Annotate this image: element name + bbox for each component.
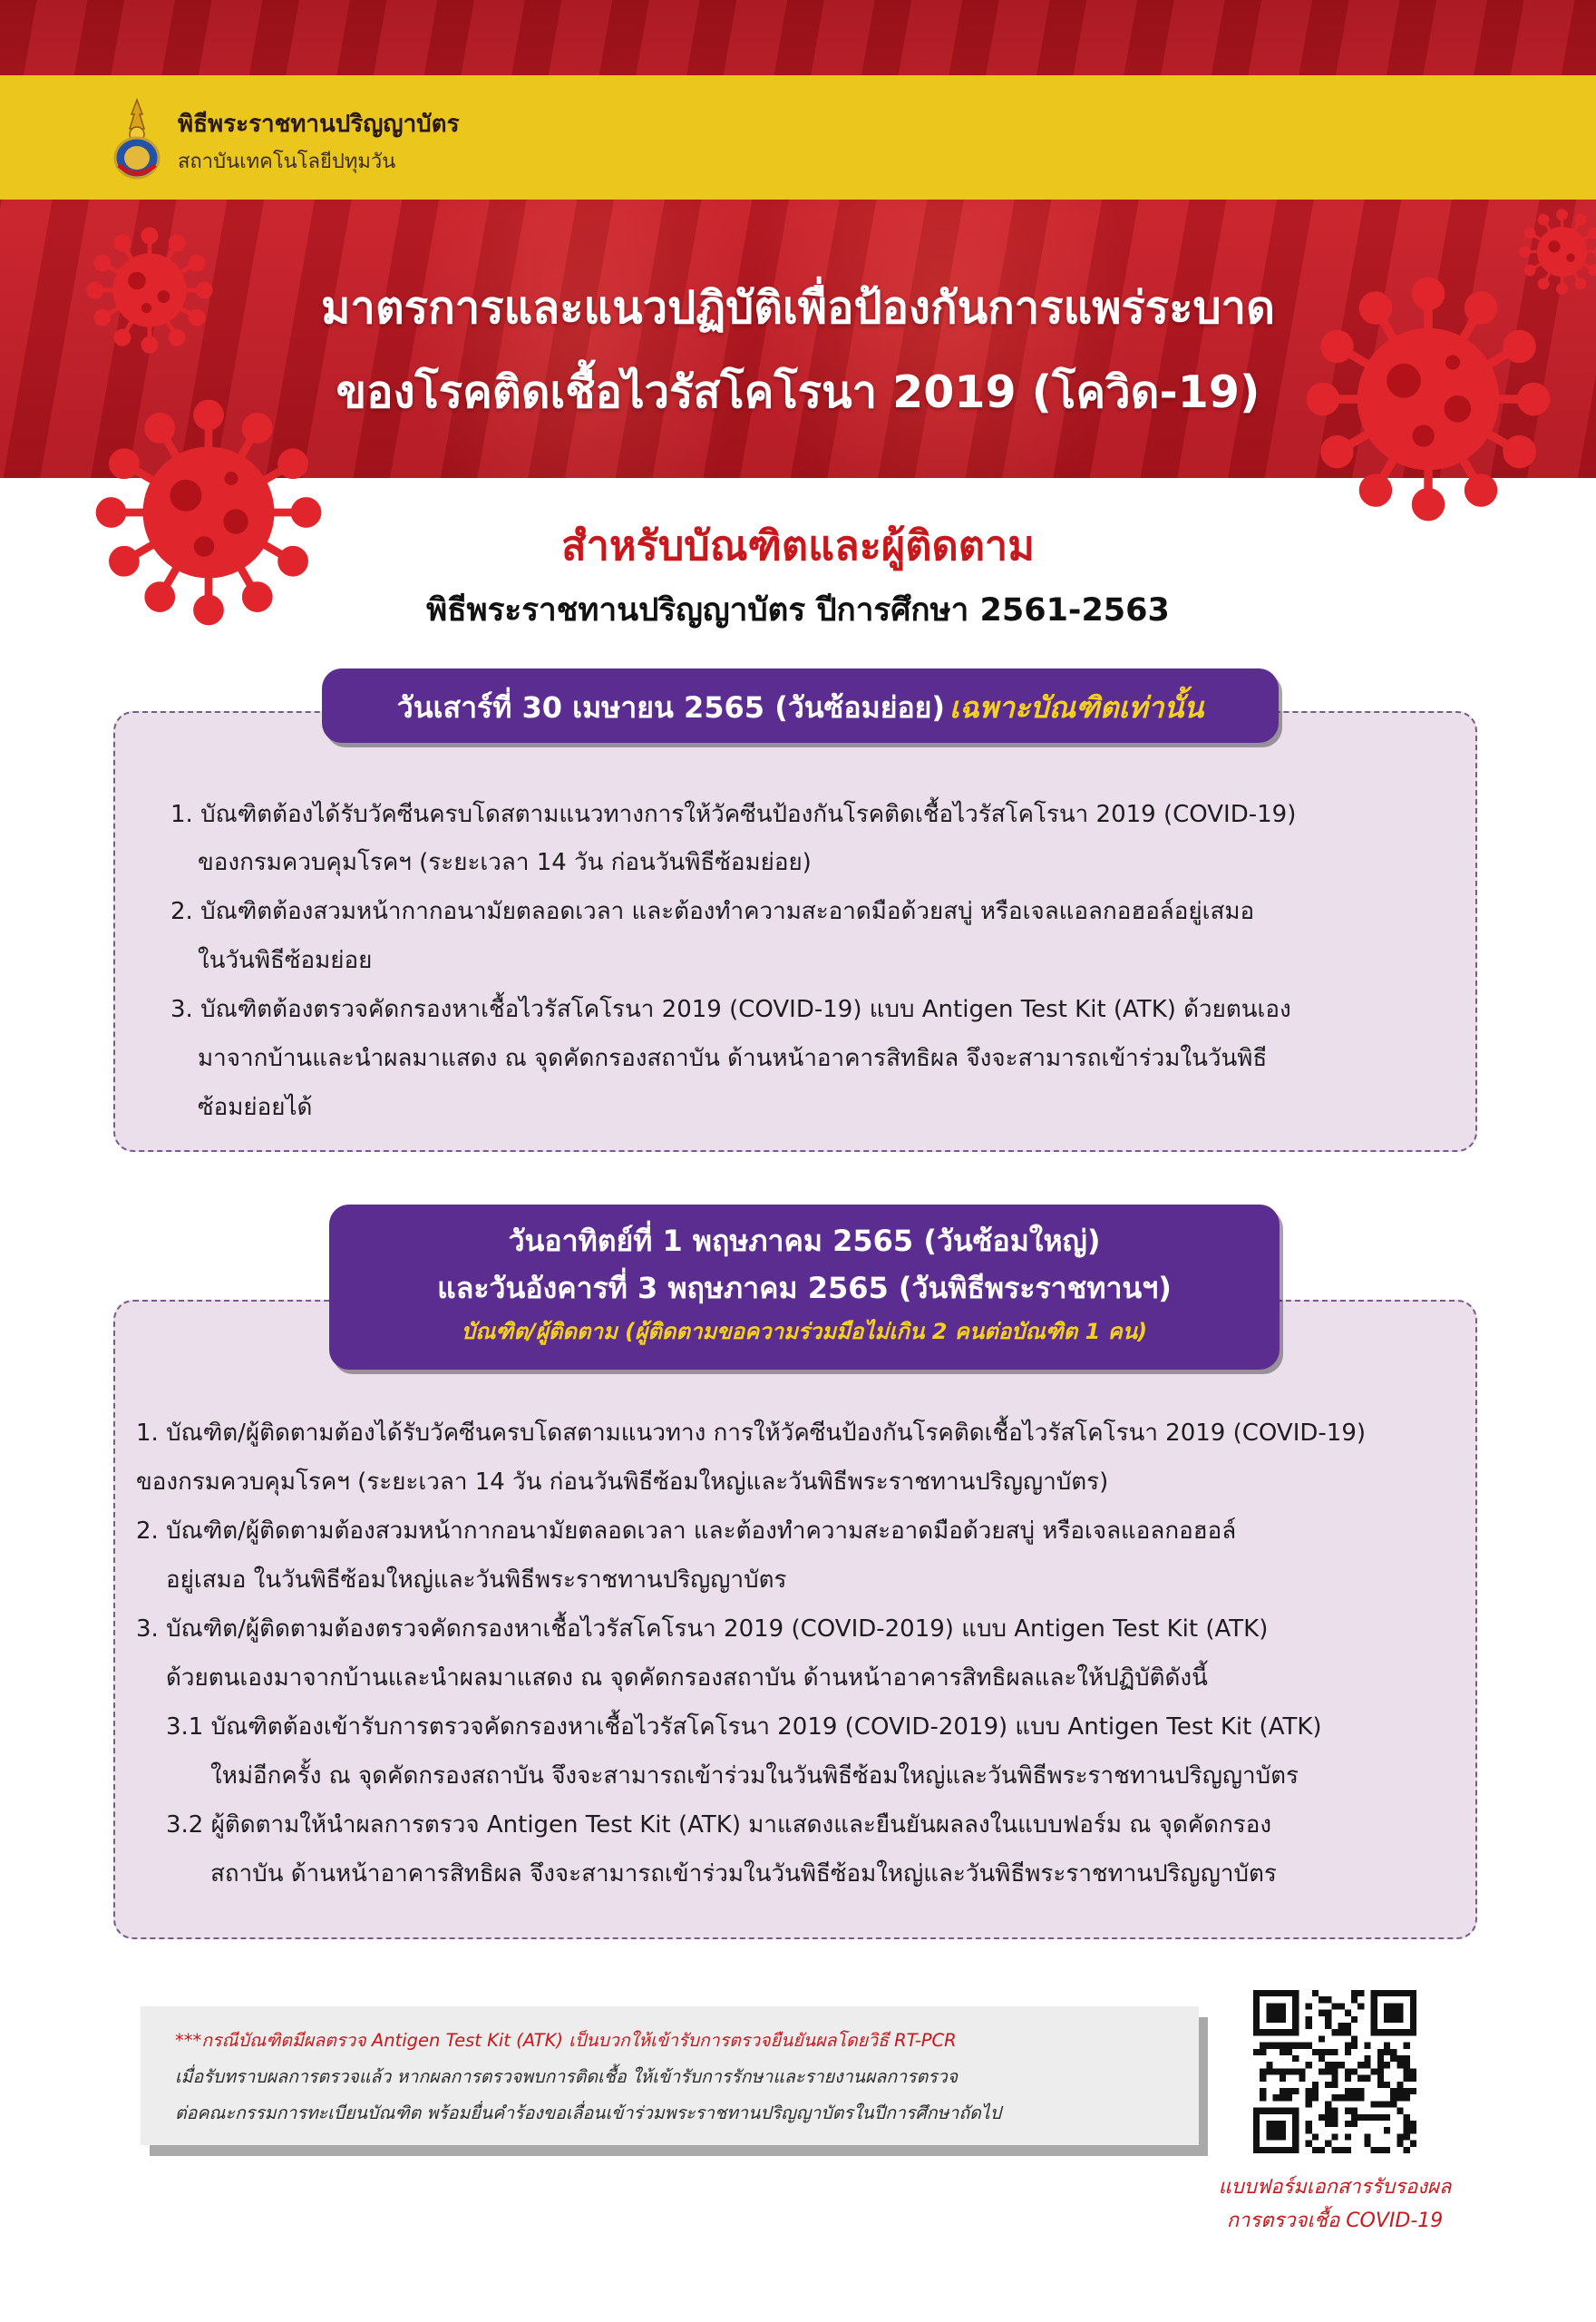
guideline-line: อยู่เสมอ ในวันพิธีซ้อมใหญ่และวันพิธีพระราชทานปริญญาบัตร bbox=[166, 1566, 787, 1594]
audience-heading: สำหรับบัณฑิตและผู้ติดตาม bbox=[561, 522, 1035, 570]
ceremony-date-banner bbox=[329, 1205, 1280, 1370]
qr-code-icon[interactable] bbox=[1253, 1990, 1416, 2153]
guideline-line: สถาบัน ด้านหน้าอาคารสิทธิผล จึงจะสามารถเข้าร่วมในวันพิธีซ้อมใหญ่และวันพิธีพระราชทานปริญญาบัตร bbox=[210, 1860, 1277, 1888]
virus-icon bbox=[86, 227, 213, 354]
ceremony-date: และวันอังคารที่ 3 พฤษภาคม 2565 (วันพิธีพระราชทานฯ) bbox=[437, 1271, 1172, 1305]
guideline-line: 3.2 ผู้ติดตามให้นำผลการตรวจ Antigen Test Kit (ATK) มาแสดงและยืนยันผลลงในแบบฟอร์ม ณ จุดคัดกรอง bbox=[166, 1811, 1272, 1839]
guideline-line: 3. บัณฑิต/ผู้ติดตามต้องตรวจคัดกรองหาเชื้อไวรัสโคโรนา 2019 (COVID-2019) แบบ Antigen Test Kit (ATK) bbox=[136, 1615, 1269, 1643]
footnote-line: ต่อคณะกรรมการทะเบียนบัณฑิต พร้อมยื่นคำร้องขอเลื่อนเข้าร่วมพระราชทานปริญญาบัตรในปีการศึกษาถัดไป bbox=[175, 2102, 1001, 2123]
guideline-line: 2. บัณฑิตต้องสวมหน้ากากอนามัยตลอดเวลา และต้องทำความสะอาดมือด้วยสบู่ หรือเจลแอลกอฮอล์อยู่เสมอ bbox=[170, 898, 1255, 925]
institute-seal-icon bbox=[112, 98, 162, 180]
ceremony-heading: พิธีพระราชทานปริญญาบัตร ปีการศึกษา 2561-2563 bbox=[426, 592, 1170, 629]
qr-caption-line-2: การตรวจเชื้อ COVID-19 bbox=[1226, 2210, 1444, 2232]
page-title-line-2: ของโรคติดเชื้อไวรัสโคโรนา 2019 (โควิด-19) bbox=[336, 366, 1260, 418]
rehearsal-guidelines-panel bbox=[113, 711, 1477, 1152]
virus-icon bbox=[1519, 209, 1596, 295]
footnote-line: ***กรณีบัณฑิตมีผลตรวจ Antigen Test Kit (ATK) เป็นบวกให้เข้ารับการตรวจยืนยันผลโดยวิธี RT-PCR bbox=[175, 2030, 957, 2051]
guideline-line: 1. บัณฑิต/ผู้ติดตามต้องได้รับวัคซีนครบโดสตามแนวทาง การให้วัคซีนป้องกันโรคติดเชื้อไวรัสโคโรนา 2019 (COVID-19) bbox=[136, 1420, 1366, 1447]
guideline-line: มาจากบ้านและนำผลมาแสดง ณ จุดคัดกรองสถาบัน ด้านหน้าอาคารสิทธิผล จึงจะสามารถเข้าร่วมในวันพิธี bbox=[198, 1045, 1268, 1072]
guideline-line: ใหม่อีกครั้ง ณ จุดคัดกรองสถาบัน จึงจะสามารถเข้าร่วมในวันพิธีซ้อมใหญ่และวันพิธีพระราชทานปริญญาบัตร bbox=[210, 1762, 1299, 1790]
companion-note: บัณฑิต/ผู้ติดตาม (ผู้ติดตามขอความร่วมมือไม่เกิน 2 คนต่อบัณฑิต 1 คน) bbox=[461, 1319, 1148, 1344]
rehearsal-date: วันเสาร์ที่ 30 เมษายน 2565 (วันซ้อมย่อย) bbox=[396, 690, 946, 725]
footnote-line: เมื่อรับทราบผลการตรวจแล้ว หากผลการตรวจพบการติดเชื้อ ให้เข้ารับการรักษาและรายงานผลการตรวจ bbox=[175, 2066, 959, 2087]
guideline-line: 3. บัณฑิตต้องตรวจคัดกรองหาเชื้อไวรัสโคโรนา 2019 (COVID-19) แบบ Antigen Test Kit (ATK) ด้วยตนเอง bbox=[170, 996, 1291, 1023]
page-title-line-1: มาตรการและแนวปฏิบัติเพื่อป้องกันการแพร่ระบาด bbox=[321, 282, 1275, 334]
qr-caption-line-1: แบบฟอร์มเอกสารรับรองผล bbox=[1218, 2176, 1452, 2199]
guideline-line: ของกรมควบคุมโรคฯ (ระยะเวลา 14 วัน ก่อนวันพิธีซ้อมใหญ่และวันพิธีพระราชทานปริญญาบัตร) bbox=[136, 1468, 1109, 1496]
graduates-only-note: เฉพาะบัณฑิตเท่านั้น bbox=[949, 690, 1204, 725]
guideline-line: ของกรมควบคุมโรคฯ (ระยะเวลา 14 วัน ก่อนวันพิธีซ้อมย่อย) bbox=[198, 849, 812, 876]
rehearsal-date-banner bbox=[322, 668, 1279, 743]
guideline-line: 1. บัณฑิตต้องได้รับวัคซีนครบโดสตามแนวทางการให้วัคซีนป้องกันโรคติดเชื้อไวรัสโคโรนา 2019 (COVID-19) bbox=[170, 801, 1297, 828]
guideline-line: 3.1 บัณฑิตต้องเข้ารับการตรวจคัดกรองหาเชื้อไวรัสโคโรนา 2019 (COVID-2019) แบบ Antigen Test Kit (ATK) bbox=[166, 1713, 1322, 1741]
guideline-line: ด้วยตนเองมาจากบ้านและนำผลมาแสดง ณ จุดคัดกรองสถาบัน ด้านหน้าอาคารสิทธิผลและให้ปฏิบัติดังนี้ bbox=[166, 1664, 1208, 1692]
guideline-line: ซ้อมย่อยได้ bbox=[198, 1094, 313, 1121]
guideline-line: 2. บัณฑิต/ผู้ติดตามต้องสวมหน้ากากอนามัยตลอดเวลา และต้องทำความสะอาดมือด้วยสบู่ หรือเจลแอลกอฮอล์ bbox=[136, 1517, 1237, 1545]
guideline-line: ในวันพิธีซ้อมย่อย bbox=[198, 947, 373, 974]
full-rehearsal-date: วันอาทิตย์ที่ 1 พฤษภาคม 2565 (วันซ้อมใหญ่) bbox=[508, 1224, 1101, 1258]
institute-name: สถาบันเทคโนโลยีปทุมวัน bbox=[178, 151, 396, 173]
positive-result-footnote bbox=[141, 2006, 1199, 2145]
virus-icon bbox=[1306, 277, 1551, 522]
event-name: พิธีพระราชทานปริญญาบัตร bbox=[178, 111, 460, 138]
